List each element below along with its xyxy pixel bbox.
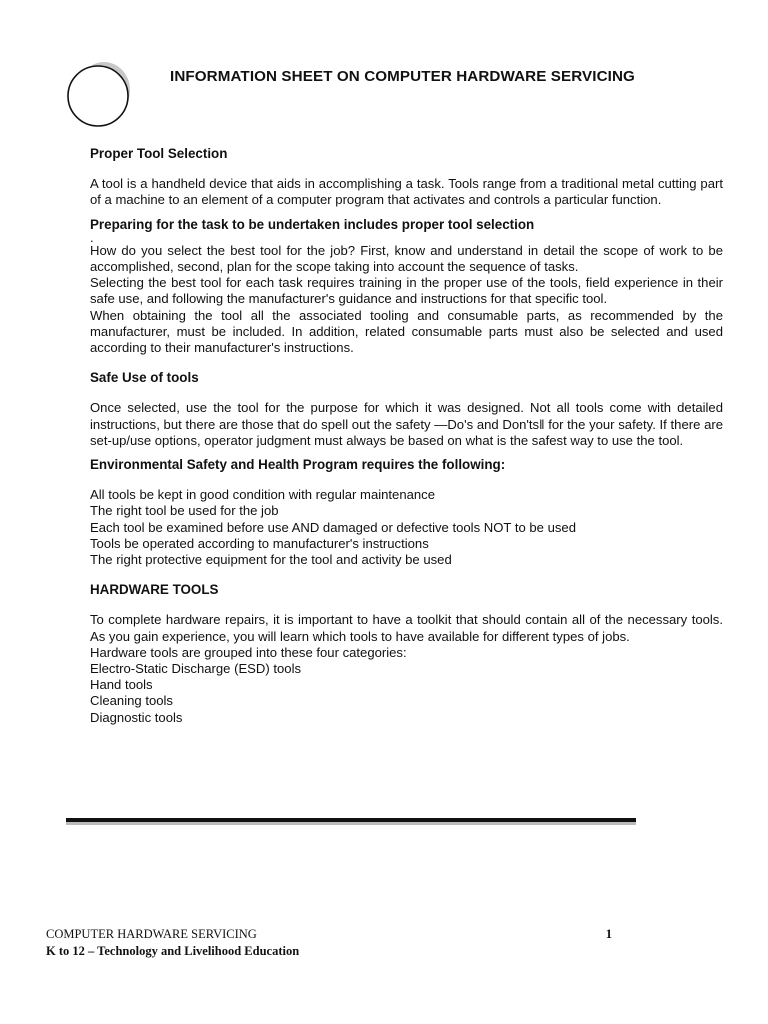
page-title: INFORMATION SHEET ON COMPUTER HARDWARE SERVICING: [170, 68, 635, 85]
page-number: 1: [605, 927, 612, 941]
esh-list: [90, 487, 723, 568]
paragraph-toolkit: To complete hardware repairs, it is important to have a toolkit that should contain all of the necessary tools. As you gain experience, you will learn which tools to have available for different types of jobs.: [90, 612, 723, 644]
list-item: The right tool be used for the job: [90, 503, 279, 519]
footer-program: K to 12 – Technology and Livelihood Education: [46, 944, 300, 958]
logo-circle: [66, 60, 132, 128]
dot-line: .: [90, 229, 94, 245]
heading-tool-selection: Proper Tool Selection: [90, 146, 228, 161]
list-item: Hand tools: [90, 677, 153, 693]
footer-course: COMPUTER HARDWARE SERVICING: [46, 927, 257, 941]
paragraph-tool-definition: A tool is a handheld device that aids in accomplishing a task. Tools range from a traditional metal cutting part of a machine to an element of a computer program that activates and controls a particular function.: [90, 176, 723, 208]
list-item: Tools be operated according to manufacturer's instructions: [90, 535, 429, 551]
list-item: All tools be kept in good condition with regular maintenance: [90, 487, 436, 503]
list-item: The right protective equipment for the tool and activity be used: [90, 552, 452, 568]
heading-esh: Environmental Safety and Health Program requires the following:: [90, 457, 506, 473]
list-item: Diagnostic tools: [90, 709, 183, 725]
footer: [46, 926, 616, 960]
list-item: Electro-Static Discharge (ESD) tools: [90, 661, 302, 677]
paragraph-select-best-tool: How do you select the best tool for the job? First, know and understand in detail the scope of work to be accomplished, second, plan for the scope taking into account the sequence of tasks.: [90, 242, 723, 275]
paragraph-obtaining: When obtaining the tool all the associated tooling and consumable parts, as recommended by the manufacturer, must be included. In addition, related consumable parts must also be selected and used according to their manufacturer's instructions.: [90, 307, 723, 356]
categories-intro: Hardware tools are grouped into these four categories:: [90, 644, 407, 660]
paragraph-safe-use: Once selected, use the tool for the purpose for which it was designed. Not all tools come with detailed instructions, but there are those that do spell out the safety —Do's and Don'ts‖ for the your safety. If there are set-up/use options, operator judgment must always be based on what is the safest way to use the tool.: [90, 400, 723, 448]
list-item: Each tool be examined before use AND damaged or defective tools NOT to be used: [90, 519, 576, 535]
heading-hardware-tools: HARDWARE TOOLS: [90, 582, 219, 598]
divider: [66, 818, 636, 822]
list-item: Cleaning tools: [90, 693, 173, 709]
heading-safe-use: Safe Use of tools: [90, 370, 199, 386]
heading-preparing: Preparing for the task to be undertaken includes proper tool selection: [90, 216, 535, 232]
paragraph-training: Selecting the best tool for each task requires training in the proper use of the tools, field experience in their safe use, and following the manufacturer's guidance and instructions for that specific tool.: [90, 275, 723, 307]
categories-list: [90, 661, 723, 726]
document-body: [90, 146, 723, 726]
